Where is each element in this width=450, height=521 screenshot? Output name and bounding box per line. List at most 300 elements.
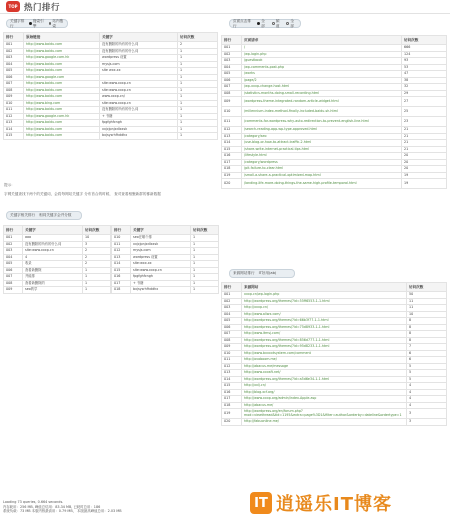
count-cell: 1 bbox=[191, 267, 219, 274]
link-cell[interactable]: /wp-login.php bbox=[242, 51, 402, 58]
link-cell[interactable]: /statistics-months-doing-small-recording.html bbox=[242, 90, 402, 97]
link-cell[interactable]: /category/wordpress bbox=[242, 159, 402, 166]
rank-cell: 006 bbox=[222, 324, 242, 331]
col-origin-link: 原始链接 bbox=[24, 33, 100, 42]
related-table-left bbox=[3, 225, 111, 294]
rank-cell: 011 bbox=[112, 241, 131, 248]
radio-unselected-icon bbox=[286, 22, 289, 25]
footer-line: Loading 73 queries, 0.664 seconds. bbox=[3, 500, 64, 504]
link-cell[interactable]: /works bbox=[242, 71, 402, 78]
link-cell[interactable]: /comments-for-wordpress-why-auto-redirection-to-prevent-english-line.html bbox=[242, 117, 402, 127]
footer-line: 系统负载：73 MB 本版内核最高用：0.79 MB， 本版最高峰值总用：2.03 MB bbox=[3, 509, 122, 513]
rank-cell: 003 bbox=[222, 58, 242, 65]
rank-cell: 007 bbox=[4, 81, 24, 88]
col-rank: 排行 bbox=[4, 33, 24, 42]
rank-cell: 005 bbox=[222, 71, 242, 78]
rank-cell: 001 bbox=[222, 292, 242, 299]
header-divider bbox=[0, 13, 450, 14]
pages-tabbar bbox=[229, 19, 301, 28]
rank-cell: 007 bbox=[222, 331, 242, 338]
link-cell[interactable]: http://abacus.me/message bbox=[242, 363, 407, 370]
rank-cell: 019 bbox=[222, 409, 242, 419]
link-cell[interactable]: http://fabuonline.me/ bbox=[242, 419, 407, 426]
top-logo: TOP bbox=[6, 1, 20, 12]
rank-cell: 012 bbox=[4, 113, 24, 120]
radio-label: 频道 bbox=[275, 18, 280, 28]
col-source-site: 来源网站 bbox=[242, 283, 407, 292]
keywords-tabbar bbox=[6, 19, 68, 28]
radio-label: 全部 bbox=[261, 18, 265, 28]
table-row bbox=[222, 419, 447, 426]
text-cell: aaa bbox=[23, 235, 83, 242]
rank-cell: 009 bbox=[222, 344, 242, 351]
text-cell: seo的学 bbox=[23, 287, 83, 294]
count-cell: 27 bbox=[402, 97, 447, 107]
link-cell[interactable]: /page/2 bbox=[242, 77, 402, 84]
radio-channel[interactable] bbox=[272, 19, 283, 29]
count-cell: 4 bbox=[407, 383, 447, 390]
col-rank: 排行 bbox=[222, 283, 242, 292]
rank-cell: 018 bbox=[222, 402, 242, 409]
col-visits: 访问次数 bbox=[178, 33, 218, 42]
count-cell: 25 bbox=[402, 107, 447, 117]
text-cell: 收录 bbox=[23, 261, 83, 268]
radio-search-engine[interactable] bbox=[29, 19, 44, 29]
link-cell[interactable]: http://wordpress.org/themes/?id=95d8233-1-1.html bbox=[242, 344, 407, 351]
rank-cell: 011 bbox=[222, 117, 242, 127]
count-cell: 1 bbox=[178, 126, 218, 133]
count-cell: 11 bbox=[407, 298, 447, 305]
link-cell[interactable]: http://www.baidu.com bbox=[24, 120, 100, 127]
count-cell: 21 bbox=[402, 127, 447, 134]
rank-cell: 018 bbox=[112, 287, 131, 294]
col-page-request: 页面请求 bbox=[242, 36, 402, 45]
footer-stats bbox=[3, 500, 243, 514]
rank-cell: 008 bbox=[4, 87, 24, 94]
count-cell: 10 bbox=[83, 235, 111, 242]
rank-cell: 001 bbox=[4, 42, 24, 49]
count-cell: 21 bbox=[402, 140, 447, 147]
count-cell: 20 bbox=[402, 166, 447, 173]
rank-cell: 014 bbox=[112, 261, 131, 268]
count-cell: 1 bbox=[178, 87, 218, 94]
rank-cell: 004 bbox=[222, 311, 242, 318]
text-cell: site:www.xxxp.cn bbox=[100, 81, 178, 88]
count-cell: 2 bbox=[83, 261, 111, 268]
link-cell[interactable]: /lifestyle.html bbox=[242, 153, 402, 160]
count-cell: 93 bbox=[402, 58, 447, 65]
col-rank: 排行 bbox=[112, 226, 131, 235]
footer-line: 内存耗用：256 MB, 峰值总结用：83.34 MB, 已耗时总用：186 bbox=[3, 504, 101, 509]
rank-cell: 018 bbox=[222, 166, 242, 173]
count-cell: 4 bbox=[407, 396, 447, 403]
count-cell: 1 bbox=[178, 55, 218, 62]
rank-cell: 016 bbox=[112, 274, 131, 281]
link-cell[interactable]: http://www.baidu.com bbox=[24, 48, 100, 55]
text-cell: fpgfghfcngh bbox=[100, 120, 178, 127]
rank-cell: 013 bbox=[222, 370, 242, 377]
count-cell: 20 bbox=[402, 159, 447, 166]
brand-badge: IT bbox=[250, 492, 272, 514]
text-cell: wordpress 设置 bbox=[100, 55, 178, 62]
link-cell[interactable]: /small-a-share-a-practical-optimized-map.html bbox=[242, 172, 402, 179]
link-cell[interactable]: http://www.xxxp.org/admin/index-Apple.asp bbox=[242, 396, 407, 403]
rank-cell: 001 bbox=[222, 45, 242, 52]
col-visits: 访问次数 bbox=[407, 283, 447, 292]
note-title: 提示： bbox=[4, 183, 15, 187]
table-row bbox=[4, 133, 218, 140]
link-cell[interactable]: http://xxxp.cn/ bbox=[242, 305, 407, 312]
rank-cell: 004 bbox=[222, 64, 242, 71]
link-cell[interactable]: http://www.bxxxxtsystem.com/comment bbox=[242, 350, 407, 357]
rank-cell: 010 bbox=[222, 350, 242, 357]
text-cell: www.xxxp.cn/ bbox=[100, 94, 178, 101]
link-cell[interactable]: /wordpress-theme-integrated-random-article-widget.html bbox=[242, 97, 402, 107]
radio-label: 站内搜索 bbox=[52, 18, 64, 28]
rank-cell: 007 bbox=[4, 274, 23, 281]
count-cell: 1 bbox=[191, 241, 219, 248]
rank-cell: 014 bbox=[222, 376, 242, 383]
rank-cell: 012 bbox=[222, 363, 242, 370]
rank-cell: 008 bbox=[222, 90, 242, 97]
text-cell: xxjcjpnjxdlxxsk bbox=[131, 241, 191, 248]
count-cell: 53 bbox=[402, 64, 447, 71]
text-cell: site:www.xxxp.cn bbox=[100, 87, 178, 94]
link-cell[interactable]: /use-blog-or-how-to-attract-traffic-2.html bbox=[242, 140, 402, 147]
link-cell[interactable]: http://www.aliwx.com/ bbox=[242, 311, 407, 318]
link-cell[interactable]: http://wordpress.org/themes/?id=55ff6553-1-1.html bbox=[242, 298, 407, 305]
radio-site-search[interactable] bbox=[49, 19, 64, 29]
pages-table bbox=[221, 35, 447, 189]
brand-name: 逍遥乐IT博客 bbox=[276, 494, 392, 515]
pages-panel-label: 页面点击排行 bbox=[233, 18, 251, 28]
rank-cell: 007 bbox=[222, 84, 242, 91]
col-rank: 排行 bbox=[4, 226, 23, 235]
rank-cell: 013 bbox=[222, 133, 242, 140]
count-cell: 1 bbox=[191, 280, 219, 287]
rank-cell: 012 bbox=[112, 248, 131, 255]
sources-table bbox=[221, 282, 447, 426]
radio-selected-icon bbox=[257, 22, 260, 25]
text-cell: site wxx.xx bbox=[100, 68, 178, 75]
related-table-right bbox=[111, 225, 219, 294]
link-cell[interactable]: http://www.itmsj.com/ bbox=[242, 331, 407, 338]
count-cell: 1 bbox=[178, 48, 218, 55]
col-keyword: 关键字 bbox=[100, 33, 178, 42]
link-cell[interactable]: http://www.baidu.com bbox=[24, 94, 100, 101]
link-cell[interactable]: /share-write-internet-practical-tips.html bbox=[242, 146, 402, 153]
count-cell: 1 bbox=[178, 113, 218, 120]
count-cell: 6 bbox=[407, 357, 447, 364]
count-cell: 29 bbox=[402, 90, 447, 97]
count-cell: 8 bbox=[407, 337, 447, 344]
link-cell[interactable]: /category/seo bbox=[242, 133, 402, 140]
count-cell: 23 bbox=[402, 117, 447, 127]
link-cell[interactable]: /pit-failure-to-clear.html bbox=[242, 166, 402, 173]
table-row bbox=[222, 179, 447, 189]
text-cell: site:www.xxxp.cn bbox=[100, 100, 178, 107]
text-cell: 没有删除的所有的什么词 bbox=[100, 48, 178, 55]
note-text: 字网关键查找下两个的关键词，会将每网站关键字 分布首合的时候， 查对查看相聚新群的都新数据 bbox=[4, 192, 161, 196]
rank-cell: 006 bbox=[4, 74, 24, 81]
text-cell: 没有删除的所有的什么词 bbox=[100, 107, 178, 114]
text-cell: 4 bbox=[23, 254, 83, 261]
link-cell[interactable]: http://xxlj.cn/ bbox=[242, 383, 407, 390]
table-row bbox=[222, 107, 447, 117]
count-cell: 8 bbox=[407, 324, 447, 331]
link-cell[interactable]: http://www.baidu.com bbox=[24, 81, 100, 88]
link-cell[interactable]: xxxp.cn/wp-login.php bbox=[242, 292, 407, 299]
count-cell: 5 bbox=[407, 376, 447, 383]
radio-label: 全部 bbox=[290, 18, 294, 28]
count-cell: 2 bbox=[83, 248, 111, 255]
keywords-panel-label: 关键字排行 bbox=[10, 18, 25, 28]
text-cell: site:www.xxxp.cn bbox=[23, 248, 83, 255]
rank-cell: 002 bbox=[222, 298, 242, 305]
rank-cell: 009 bbox=[4, 287, 23, 294]
text-cell: 查看新删除 bbox=[23, 267, 83, 274]
count-cell: 20 bbox=[402, 153, 447, 160]
count-cell: 1 bbox=[83, 267, 111, 274]
link-cell[interactable]: http://www.baidu.com bbox=[24, 107, 100, 114]
count-cell: 1 bbox=[178, 68, 218, 75]
rank-cell: 001 bbox=[4, 235, 23, 242]
rank-cell: 014 bbox=[222, 140, 242, 147]
rank-cell: 003 bbox=[222, 305, 242, 312]
rank-cell: 006 bbox=[4, 267, 23, 274]
link-cell[interactable]: http://www.google.com.hk bbox=[24, 55, 100, 62]
count-cell: 1 bbox=[191, 274, 219, 281]
rank-cell: 008 bbox=[4, 280, 23, 287]
count-cell: 21 bbox=[402, 133, 447, 140]
link-cell[interactable]: /guestbook bbox=[242, 58, 402, 65]
count-cell: 4 bbox=[407, 389, 447, 396]
text-cell: wordpress 设置 bbox=[131, 254, 191, 261]
count-cell: 2 bbox=[178, 42, 218, 49]
table-row bbox=[222, 409, 447, 419]
table-row bbox=[112, 287, 219, 294]
rank-cell: 010 bbox=[112, 235, 131, 242]
count-cell: 1 bbox=[178, 120, 218, 127]
related-panel-hint: 相同关键字会并分数 bbox=[39, 213, 72, 217]
radio-selected-icon bbox=[29, 22, 32, 25]
link-cell[interactable]: /wp-comments-post.php bbox=[242, 64, 402, 71]
text-cell: mysjs.com bbox=[100, 61, 178, 68]
count-cell: 1 bbox=[191, 235, 219, 242]
count-cell: 47 bbox=[402, 71, 447, 78]
count-cell: 1 bbox=[178, 81, 218, 88]
link-cell[interactable]: /landing-life-more-doing-things-the-same-high-profile-temporal.html bbox=[242, 179, 402, 189]
count-cell: 10 bbox=[407, 311, 447, 318]
count-cell: 5 bbox=[407, 370, 447, 377]
text-cell: bxjsysrhfhddhx bbox=[131, 287, 191, 294]
count-cell: 19 bbox=[402, 172, 447, 179]
rank-cell: 013 bbox=[112, 254, 131, 261]
count-cell: 8 bbox=[407, 331, 447, 338]
count-cell: 1 bbox=[191, 287, 219, 294]
link-cell[interactable]: http://www.baidu.com bbox=[24, 133, 100, 140]
link-cell[interactable]: http://www.xxxsft.net/ bbox=[242, 370, 407, 377]
link-cell[interactable]: http://www.google.com.hk bbox=[24, 113, 100, 120]
link-cell[interactable]: http://wordpress.org/themes/?id=a5d6e34-1-1.html bbox=[242, 376, 407, 383]
rank-cell: 017 bbox=[222, 396, 242, 403]
link-cell[interactable]: http://www.baidu.com bbox=[24, 42, 100, 49]
count-cell: 4 bbox=[407, 402, 447, 409]
rank-cell: 004 bbox=[4, 61, 24, 68]
rank-cell: 015 bbox=[112, 267, 131, 274]
link-cell[interactable]: http://wordpress.org/themes/?id=856d777-1-1.html bbox=[242, 337, 407, 344]
count-cell: 3 bbox=[407, 419, 447, 426]
count-cell: 21 bbox=[402, 146, 447, 153]
link-cell[interactable]: http://www.baidu.com bbox=[24, 61, 100, 68]
rank-cell: 003 bbox=[4, 248, 23, 255]
count-cell: 11 bbox=[407, 305, 447, 312]
count-cell: 3 bbox=[407, 409, 447, 419]
link-cell[interactable]: http://abacus.me/ bbox=[242, 402, 407, 409]
count-cell: 1 bbox=[191, 261, 219, 268]
rank-cell: 002 bbox=[4, 48, 24, 55]
count-cell: 1 bbox=[191, 248, 219, 255]
link-cell[interactable]: http://wordpress.org/en/forum.php?mod=viewthread&tid=1195&extra=page%3D1&filter=author&orderby=dateline&ordertype=1 bbox=[242, 409, 407, 419]
count-cell: 50 bbox=[407, 292, 447, 299]
count-cell: 1 bbox=[178, 74, 218, 81]
related-panel-label: 关键字相关排行 bbox=[10, 213, 36, 217]
rank-cell: 016 bbox=[222, 153, 242, 160]
link-cell[interactable]: http://www.baidu.com bbox=[24, 87, 100, 94]
rank-cell: 008 bbox=[222, 337, 242, 344]
count-cell: 38 bbox=[402, 77, 447, 84]
rank-cell: 017 bbox=[222, 159, 242, 166]
link-cell[interactable]: /millennium-index-method-finally-included-baidu-sh.html bbox=[242, 107, 402, 117]
count-cell: 19 bbox=[402, 179, 447, 189]
count-cell: 124 bbox=[402, 51, 447, 58]
rank-cell: 011 bbox=[222, 357, 242, 364]
table-row bbox=[222, 97, 447, 107]
text-cell: site:wxx.xx bbox=[131, 261, 191, 268]
count-cell: 1 bbox=[83, 280, 111, 287]
count-cell: 1 bbox=[83, 287, 111, 294]
count-cell: 32 bbox=[402, 84, 447, 91]
count-cell: 8 bbox=[407, 318, 447, 325]
text-cell: bxjsysrhfhddhx bbox=[100, 133, 178, 140]
rank-cell: 015 bbox=[222, 146, 242, 153]
text-cell: 并能排 bbox=[23, 274, 83, 281]
rank-cell: 014 bbox=[4, 126, 24, 133]
count-cell: 1 bbox=[178, 107, 218, 114]
count-cell: 1 bbox=[178, 61, 218, 68]
text-cell: 没有删除的所有的什么词 bbox=[100, 42, 178, 49]
text-cell: 查看新删除的 bbox=[23, 280, 83, 287]
keywords-table bbox=[3, 32, 218, 140]
text-cell: mysjs.com bbox=[131, 248, 191, 255]
link-cell[interactable]: /search-reading-app-wp-type-approved.html bbox=[242, 127, 402, 134]
link-cell[interactable]: http://www.google.com bbox=[24, 74, 100, 81]
rank-cell: 020 bbox=[222, 419, 242, 426]
sources-panel-hint: IT好用(ab) bbox=[258, 271, 277, 275]
note-box bbox=[4, 183, 218, 197]
rank-cell: 006 bbox=[222, 77, 242, 84]
rank-cell: 009 bbox=[4, 94, 24, 101]
rank-cell: 002 bbox=[222, 51, 242, 58]
link-cell[interactable]: http://www.bing.com bbox=[24, 100, 100, 107]
rank-cell: 004 bbox=[4, 254, 23, 261]
col-keyword: 关键字 bbox=[131, 226, 191, 235]
rank-cell: 015 bbox=[222, 383, 242, 390]
count-cell: 1 bbox=[191, 254, 219, 261]
page-title: 热门排行 bbox=[24, 3, 61, 13]
count-cell: 7 bbox=[407, 344, 447, 351]
radio-all-2[interactable] bbox=[286, 19, 297, 29]
rank-cell: 011 bbox=[4, 107, 24, 114]
page-header bbox=[0, 0, 450, 14]
rank-cell: 013 bbox=[4, 120, 24, 127]
brand-watermark bbox=[250, 489, 446, 517]
radio-label: 搜索引擎 bbox=[32, 18, 44, 28]
count-cell: 3 bbox=[83, 241, 111, 248]
rank-cell: 005 bbox=[4, 261, 23, 268]
link-cell[interactable]: http://www.baidu.com bbox=[24, 126, 100, 133]
sources-tabbar bbox=[229, 269, 295, 278]
rank-cell: 015 bbox=[4, 133, 24, 140]
link-cell[interactable]: http://www.baidu.com bbox=[24, 68, 100, 75]
text-cell: seo在哪个排 bbox=[131, 235, 191, 242]
rank-cell: 003 bbox=[4, 55, 24, 62]
text-cell: + 书籍 bbox=[100, 113, 178, 120]
count-cell: 1 bbox=[178, 100, 218, 107]
link-cell[interactable]: http://ovoboom.me/ bbox=[242, 357, 407, 364]
link-cell[interactable]: /wp-xxxp-change-host.html bbox=[242, 84, 402, 91]
sources-panel-label: 来源网站排行 bbox=[233, 271, 255, 275]
table-row bbox=[222, 117, 447, 127]
rank-cell: 002 bbox=[4, 241, 23, 248]
rank-cell: 020 bbox=[222, 179, 242, 189]
count-cell: 1 bbox=[178, 133, 218, 140]
col-rank: 排行 bbox=[222, 36, 242, 45]
col-keyword: 关键字 bbox=[23, 226, 83, 235]
col-visits: 访问次数 bbox=[191, 226, 219, 235]
rank-cell: 010 bbox=[222, 107, 242, 117]
rank-cell: 010 bbox=[4, 100, 24, 107]
link-cell[interactable]: http://blog.xcf.org/ bbox=[242, 389, 407, 396]
rank-cell: 019 bbox=[222, 172, 242, 179]
rank-cell: 009 bbox=[222, 97, 242, 107]
link-cell[interactable]: / bbox=[242, 45, 402, 52]
radio-unselected-icon bbox=[272, 22, 275, 25]
link-cell[interactable]: http://wordpress.org/themes/?id=66b3f77-1-1.html bbox=[242, 318, 407, 325]
col-visits: 访问次数 bbox=[402, 36, 447, 45]
count-cell: 5 bbox=[407, 363, 447, 370]
radio-unselected-icon bbox=[49, 22, 52, 25]
rank-cell: 017 bbox=[112, 280, 131, 287]
link-cell[interactable]: http://wordpress.org/themes/?id=75d8933-1-1.html bbox=[242, 324, 407, 331]
radio-all[interactable] bbox=[257, 19, 268, 29]
rank-cell: 005 bbox=[4, 68, 24, 75]
rank-cell: 016 bbox=[222, 389, 242, 396]
text-cell: site:www.xxxp.cn bbox=[131, 267, 191, 274]
related-tabbar bbox=[6, 211, 82, 220]
count-cell: 1 bbox=[83, 274, 111, 281]
count-cell: 6 bbox=[407, 350, 447, 357]
count-cell: 1 bbox=[178, 94, 218, 101]
text-cell: 没有删除的所有的什么词 bbox=[23, 241, 83, 248]
text-cell: + 书籍 bbox=[131, 280, 191, 287]
rank-cell: 012 bbox=[222, 127, 242, 134]
text-cell: xxjcjpnjxdlxxsk bbox=[100, 126, 178, 133]
table-row bbox=[4, 287, 111, 294]
text-cell: fpgfghfcngh bbox=[131, 274, 191, 281]
rank-cell: 005 bbox=[222, 318, 242, 325]
count-cell: 666 bbox=[402, 45, 447, 52]
